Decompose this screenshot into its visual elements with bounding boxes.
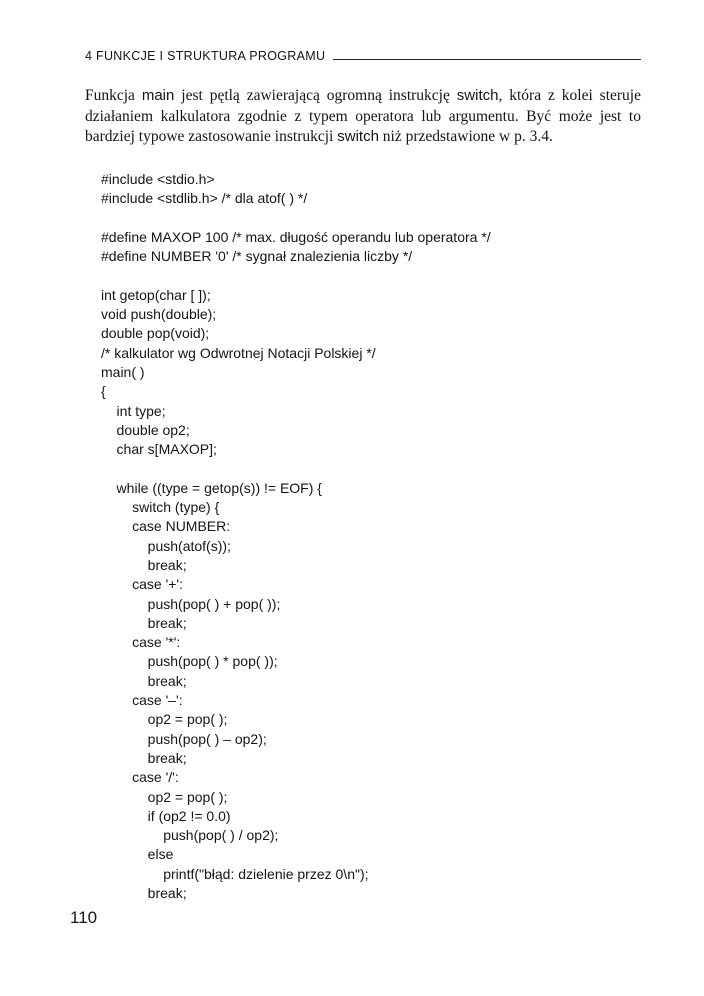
code-line: break; (101, 884, 187, 901)
code-line: break; (101, 672, 187, 689)
code-line: while ((type = getop(s)) != EOF) { (101, 479, 322, 496)
code-line: double pop(void); (101, 325, 210, 342)
code-line: op2 = pop( ); (101, 788, 228, 805)
code-line: case '*': (101, 634, 181, 651)
intro-text: jest pętlą zawierającą ogromną instrukcję (174, 87, 457, 104)
code-line: break; (101, 556, 187, 573)
code-line: if (op2 != 0.0) (101, 807, 231, 824)
code-line: push(atof(s)); (101, 537, 231, 554)
code-line: push(pop( ) + pop( )); (101, 595, 281, 612)
keyword-switch: switch (456, 87, 499, 104)
code-line: /* kalkulator wg Odwrotnej Notacji Polskiej */ (101, 344, 376, 361)
chapter-title: 4 FUNKCJE I STRUKTURA PROGRAMU (85, 49, 326, 63)
intro-text: niż przedstawione w p. 3.4. (378, 128, 553, 145)
code-line: switch (type) { (101, 499, 220, 516)
code-line: #include <stdio.h> (101, 171, 215, 187)
code-line: push(pop( ) / op2); (101, 827, 279, 844)
code-line (101, 266, 491, 285)
keyword-main: main (141, 87, 175, 104)
code-line: case NUMBER: (101, 518, 231, 535)
code-line: break; (101, 749, 187, 766)
code-line: #define NUMBER '0' /* sygnał znalezienia liczby */ (101, 248, 413, 265)
header-rule (333, 59, 641, 60)
code-line: main( ) (101, 363, 145, 380)
code-line: double op2; (101, 421, 190, 438)
code-line: case '/': (101, 769, 179, 786)
code-line: printf("błąd: dzielenie przez 0\n"); (101, 865, 369, 882)
code-line: char s[MAXOP]; (101, 441, 217, 458)
intro-text: Funkcja (85, 87, 142, 104)
code-line: void push(double); (101, 306, 217, 323)
code-line: case '+': (101, 576, 183, 593)
code-line: break; (101, 614, 187, 631)
keyword-switch: switch (337, 128, 379, 145)
code-line: { (101, 383, 106, 400)
intro-paragraph (85, 86, 641, 148)
code-line: op2 = pop( ); (101, 711, 228, 728)
code-line (101, 209, 491, 228)
code-line: push(pop( ) * pop( )); (101, 653, 278, 670)
running-header (85, 43, 641, 63)
code-line: int type; (101, 402, 166, 419)
code-line: #define MAXOP 100 /* max. długość operandu lub operatora */ (101, 228, 491, 245)
code-line: int getop(char [ ]); (101, 286, 211, 303)
code-line: push(pop( ) – op2); (101, 730, 267, 747)
code-line: case '–': (101, 692, 183, 709)
code-listing (101, 170, 491, 903)
code-line (101, 459, 491, 478)
page-number: 110 (70, 908, 98, 927)
code-line: else (101, 846, 174, 863)
intro-text: , która z kolei steruje działaniem kalkulatora zgodnie z typem operatora lub argumentu. Być może jest to bardziej typowe zastosowanie instrukcji (85, 87, 641, 145)
code-line: #include <stdlib.h> /* dla atof( ) */ (101, 190, 308, 207)
